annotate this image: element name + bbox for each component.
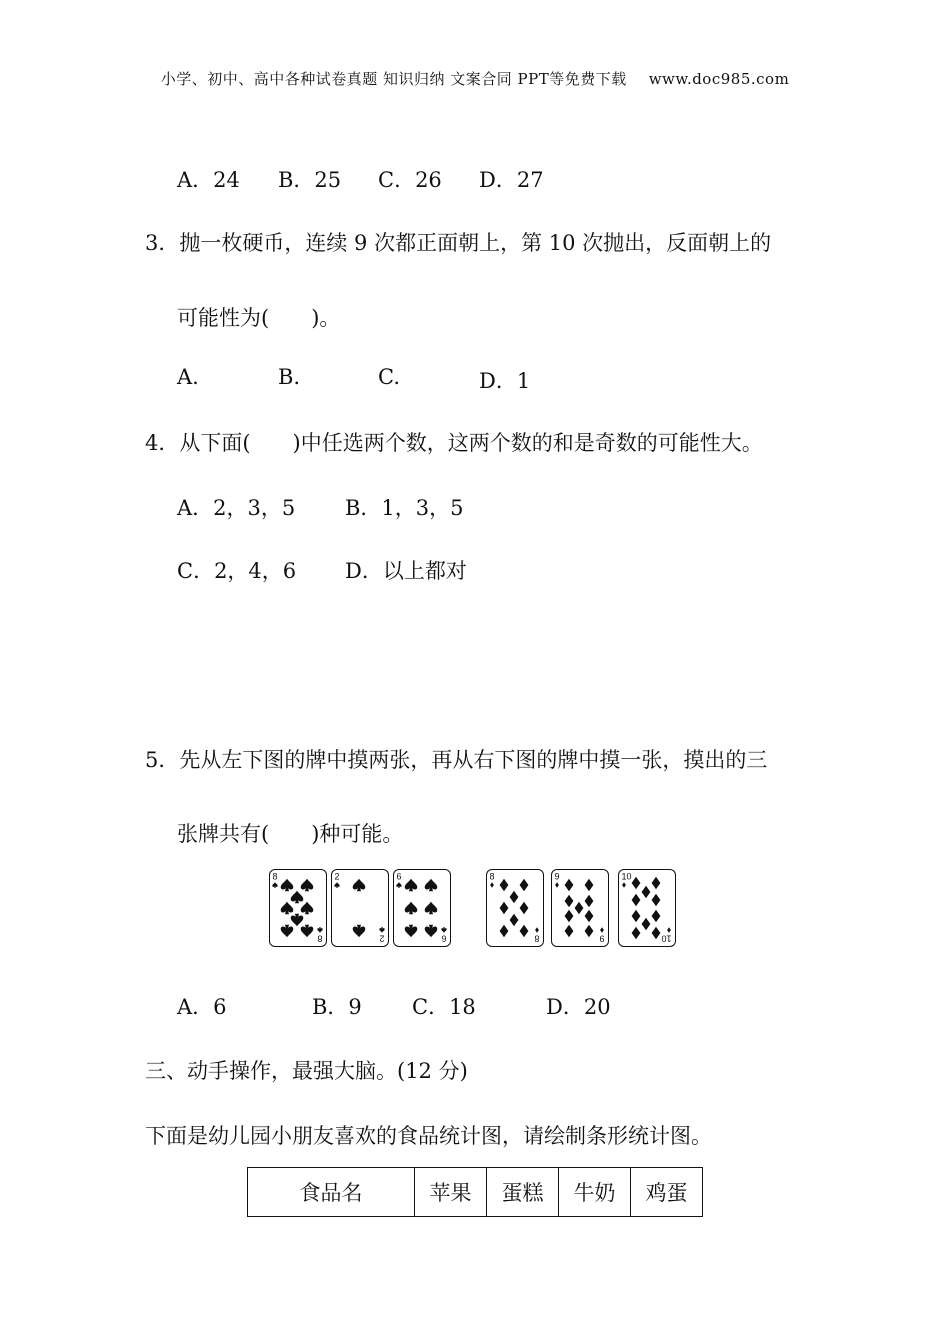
spade-corner-icon [396, 882, 401, 887]
diamond-pip-icon [632, 910, 641, 923]
q4-option-b: B．1，3，5 [345, 496, 464, 520]
q3-option-c: C. [378, 365, 400, 389]
q5-stem-line1: 5．先从左下图的牌中摸两张，再从右下图的牌中摸一张，摸出的三 [145, 748, 768, 772]
diamond-pip-icon [575, 902, 584, 915]
card-rank-top: 9 [554, 871, 560, 882]
diamond-pip-icon [632, 894, 641, 907]
card-right-1 [486, 869, 544, 947]
spade-pip-icon [301, 879, 314, 892]
diamond-pip-icon [642, 918, 651, 931]
q5-option-d: D．20 [546, 995, 611, 1019]
diamond-corner-icon [667, 927, 671, 932]
card-rank-bottom: 9 [599, 933, 605, 944]
card-face [332, 870, 387, 945]
card-rank-top: 6 [396, 871, 402, 882]
q5-stem-line2: 张牌共有( )种可能。 [177, 822, 404, 846]
q2-option-c: C．26 [378, 168, 442, 192]
q2-option-a: A．24 [177, 168, 240, 192]
diamond-corner-icon [490, 882, 494, 887]
spade-pip-icon [425, 902, 438, 915]
spade-pip-icon [405, 879, 418, 892]
header-text: 小学、初中、高中各种试卷真题 知识归纳 文案合同 PPT等免费下载 [160, 70, 627, 88]
food-table [247, 1167, 703, 1217]
card-face [552, 870, 607, 945]
spade-pip-icon [353, 925, 366, 938]
page-header [0, 68, 950, 89]
spade-corner-icon [441, 927, 446, 932]
spade-pip-icon [281, 902, 294, 915]
card-rank-bottom: 10 [661, 933, 672, 944]
diamond-pip-icon [652, 910, 661, 923]
diamond-pip-icon [565, 879, 574, 892]
food-table-cell: 鸡蛋 [631, 1168, 703, 1217]
diamond-pip-icon [510, 914, 519, 927]
card-rank-top: 8 [489, 871, 495, 882]
diamond-pip-icon [520, 925, 529, 938]
diamond-pip-icon [500, 902, 509, 915]
spade-pip-icon [425, 879, 438, 892]
diamond-pip-icon [565, 925, 574, 938]
card-right-3 [618, 869, 676, 947]
spade-corner-icon [379, 927, 384, 932]
food-table-cell: 苹果 [415, 1168, 487, 1217]
spade-pip-icon [291, 914, 304, 927]
card-rank-bottom: 8 [534, 933, 540, 944]
q5-option-a: A．6 [177, 995, 227, 1019]
food-table-cell: 蛋糕 [487, 1168, 559, 1217]
diamond-pip-icon [500, 879, 509, 892]
food-table-cell: 食品名 [248, 1168, 415, 1217]
q4-option-a: A．2，3，5 [177, 496, 296, 520]
card-face [619, 870, 674, 945]
spade-pip-icon [291, 891, 304, 904]
section3-title: 三、动手操作，最强大脑。(12 分) [145, 1059, 468, 1083]
card-left-1 [269, 869, 327, 947]
diamond-corner-icon [600, 927, 604, 932]
diamond-pip-icon [585, 910, 594, 923]
diamond-pip-icon [652, 894, 661, 907]
diamond-pip-icon [500, 925, 509, 938]
spade-corner-icon [317, 927, 322, 932]
header-site: www.doc985.com [648, 70, 790, 88]
card-face [487, 870, 542, 945]
diamond-corner-icon [555, 882, 559, 887]
diamond-pip-icon [632, 877, 641, 890]
spade-corner-icon [272, 882, 277, 887]
spade-corner-icon [334, 882, 339, 887]
food-table-cell: 牛奶 [559, 1168, 631, 1217]
diamond-pip-icon [585, 895, 594, 908]
q3-option-d: D．1 [479, 369, 531, 393]
diamond-pip-icon [585, 879, 594, 892]
diamond-corner-icon [622, 882, 626, 887]
diamond-pip-icon [520, 879, 529, 892]
card-rank-top: 10 [621, 871, 632, 882]
q2-option-d: D．27 [479, 168, 544, 192]
card-rank-bottom: 2 [379, 933, 385, 944]
spade-pip-icon [281, 879, 294, 892]
card-rank-top: 2 [334, 871, 340, 882]
q2-option-b: B．25 [278, 168, 342, 192]
q5-option-c: C．18 [412, 995, 476, 1019]
card-rank-bottom: 8 [317, 933, 323, 944]
spade-pip-icon [301, 925, 314, 938]
card-face [270, 870, 325, 945]
q3-option-b: B. [278, 365, 301, 389]
q3-option-a: A. [177, 365, 199, 389]
spade-pip-icon [405, 902, 418, 915]
q3-stem-line1: 3．抛一枚硬币，连续 9 次都正面朝上，第 10 次抛出，反面朝上的 [145, 231, 772, 255]
diamond-pip-icon [565, 910, 574, 923]
section3-intro: 下面是幼儿园小朋友喜欢的食品统计图，请绘制条形统计图。 [145, 1124, 712, 1148]
spade-pip-icon [353, 879, 366, 892]
spade-pip-icon [425, 925, 438, 938]
card-rank-top: 8 [272, 871, 278, 882]
card-right-2 [551, 869, 609, 947]
diamond-pip-icon [632, 927, 641, 940]
q4-option-d: D．以上都对 [345, 559, 467, 583]
q4-option-c: C．2，4，6 [177, 559, 297, 583]
diamond-pip-icon [652, 877, 661, 890]
diamond-pip-icon [585, 925, 594, 938]
spade-pip-icon [301, 902, 314, 915]
diamond-pip-icon [510, 891, 519, 904]
spade-pip-icon [281, 925, 294, 938]
q4-stem: 4．从下面( )中任选两个数，这两个数的和是奇数的可能性大。 [145, 431, 763, 455]
diamond-pip-icon [642, 886, 651, 899]
diamond-pip-icon [652, 927, 661, 940]
card-face [394, 870, 449, 945]
diamond-pip-icon [520, 902, 529, 915]
q5-option-b: B．9 [312, 995, 362, 1019]
food-table-header-row [248, 1168, 703, 1217]
card-left-3 [393, 869, 451, 947]
spade-pip-icon [405, 925, 418, 938]
q3-stem-line2: 可能性为( )。 [177, 306, 341, 330]
card-left-2 [331, 869, 389, 947]
diamond-pip-icon [565, 895, 574, 908]
diamond-corner-icon [535, 927, 539, 932]
card-rank-bottom: 6 [441, 933, 447, 944]
